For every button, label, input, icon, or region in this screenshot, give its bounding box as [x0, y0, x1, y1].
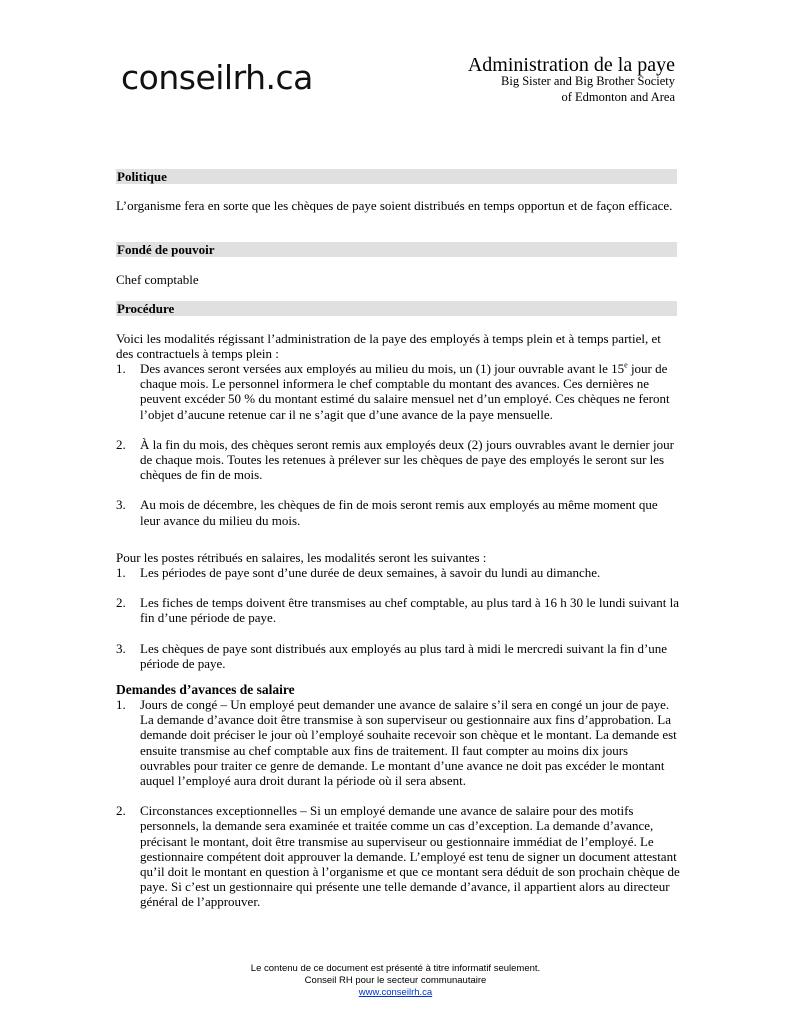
list-item-text: Les chèques de paye sont distribués aux employés au plus tard à midi le mercredi suivant la fin d’une période de paye.: [140, 640, 668, 671]
avances-list: [116, 697, 681, 925]
list-item-number: 1.: [116, 361, 126, 376]
list-item-text: Des avances seront versées aux employés au milieu du mois, un (1) jour ouvrable avant le 15: [140, 361, 625, 376]
list-item: [116, 361, 681, 422]
list-item-number: 1.: [116, 697, 126, 712]
list-item: [116, 697, 681, 788]
list-item: [116, 803, 681, 909]
logo: conseilrh.ca: [121, 58, 313, 97]
fonde-text: Chef comptable: [116, 272, 199, 287]
list-item: [116, 565, 681, 580]
list-item-text: Les fiches de temps doivent être transmises au chef comptable, au plus tard à 16 h 30 le lundi suivant la fin d’une période de paye.: [140, 595, 679, 626]
organization-name: [501, 74, 675, 105]
salaried-intro: Pour les postes rétribués en salaires, les modalités seront les suivantes :: [116, 550, 487, 565]
list-item-number: 3.: [116, 497, 126, 513]
fonde-heading: Fondé de pouvoir: [116, 242, 677, 257]
list-item-number: 2.: [116, 436, 126, 452]
politique-heading: Politique: [116, 169, 677, 184]
footer-disclaimer: Le contenu de ce document est présenté à titre informatif seulement.: [250, 963, 541, 974]
list-item: [116, 437, 681, 483]
list-item-text: Circonstances exceptionnelles – Si un employé demande une avance de salaire pour des motifs personnels, la demande sera examinée et traitée comme un cas d’exception. La demande d’avance, précisant le montant, doit être transmise au superviseur ou gestionnaire immédiat de l’employé. Le gestionnaire compétent doit approuver la demande. L’employé est tenu de signer un document attestant qu’il doit le montant en question à l’organisme et que ce montant sera déduit de son prochain chèque de paye. Si c’est un gestionnaire qui présente une telle demande d’avance, il appartient alors au directeur général de l’approuver.: [140, 803, 680, 910]
list-item-text: Jours de congé – Un employé peut demander une avance de salaire s’il sera en congé un jour de paye. La demande d’avance doit être transmise à son superviseur ou gestionnaire aux fins d’approbation. La demande doit préciser le jour où l’employé souhaite recevoir son chèque et le montant. La demande est ensuite transmise au chef comptable aux fins de traitement. Il faut compter au moins dix jours ouvrables pour traiter ce genre de demande. Le montant d’une avance ne doit pas excéder le montant auquel l’employé aura droit durant la période où il sera absent.: [140, 697, 677, 789]
avances-heading: Demandes d’avances de salaire: [116, 682, 295, 697]
list-item-text: Les périodes de paye sont d’une durée de deux semaines, à savoir du lundi au dimanche.: [140, 565, 601, 580]
politique-text: L’organisme fera en sorte que les chèques de paye soient distribués en temps opportun et de façon efficace.: [116, 198, 673, 213]
list-item-number: 3.: [116, 640, 126, 656]
footer: [0, 963, 791, 999]
organization-line-2: of Edmonton and Area: [561, 89, 675, 104]
procedure-intro: Voici les modalités régissant l’administration de la paye des employés à temps plein et à temps partiel, et des contractuels à temps plein :: [116, 331, 661, 362]
list-item: [116, 595, 681, 625]
document-title: Administration de la paye: [467, 54, 675, 76]
salaried-list: [116, 565, 681, 686]
procedure-heading: Procédure: [116, 301, 677, 316]
list-item-number: 2.: [116, 803, 126, 819]
organization-line-1: Big Sister and Big Brother Society: [501, 74, 675, 88]
footer-website-link[interactable]: www.conseilrh.ca: [358, 987, 433, 998]
footer-organization: Conseil RH pour le secteur communautaire: [304, 975, 487, 986]
list-item-text: À la fin du mois, des chèques seront remis aux employés deux (2) jours ouvrables avant le dernier jour de chaque mois. Toutes les retenues à prélever sur les chèques de paye des employés le seront sur les chèques de fin de mois.: [140, 436, 674, 483]
list-item-text: Au mois de décembre, les chèques de fin de mois seront remis aux employés au même moment que leur avance du milieu du mois.: [140, 497, 658, 528]
procedure-list: [116, 361, 681, 543]
list-item: [116, 641, 681, 671]
list-item: [116, 497, 681, 527]
list-item-number: 1.: [116, 565, 126, 580]
superscript: e: [624, 360, 628, 370]
list-item-number: 2.: [116, 595, 126, 611]
list-item-text-continued: jour de chaque mois. Le personnel informera le chef comptable du montant des avances. Ces dernières ne peuvent excéder 50 % du montant estimé du salaire mensuel net d’un employé. Ces chèques ne feront l’objet d’aucune retenue car il ne s’agit que d’une avance de la paye mensuelle.: [140, 361, 670, 422]
